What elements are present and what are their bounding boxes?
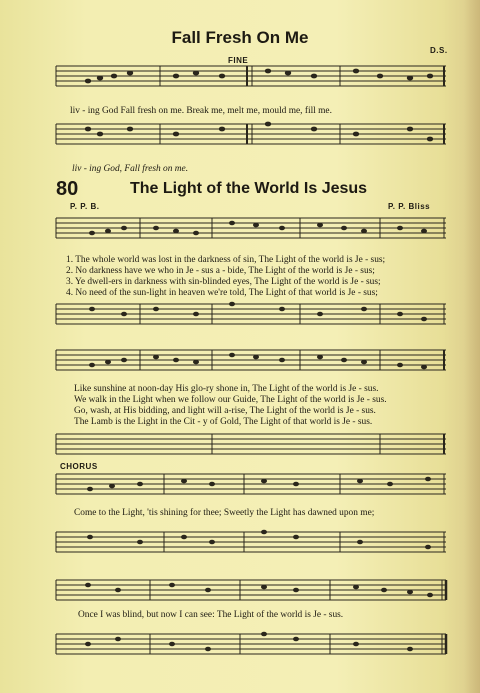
staff-verse-treble-1	[0, 210, 480, 254]
fine-marking: FINE	[228, 56, 249, 65]
staff-treble-1	[0, 56, 480, 102]
verse-3-line-b: Go, wash, at His bidding, and light will a-rise, The Light of the world is Je - sus.	[74, 406, 376, 416]
verse-4-line-b: The Lamb is the Light in the Cit - y of Gold, The Light of that world is Je - sus.	[74, 417, 373, 427]
staff-verse-bass-1	[0, 298, 480, 342]
lyric-hymn1-bass: liv - ing God, Fall fresh on me.	[72, 164, 189, 174]
staff-bass-1	[0, 118, 480, 164]
chorus-lyric-2: Once I was blind, but now I can see: The Light of the world is Je - sus.	[78, 610, 344, 620]
verse-1-line-a: 1. The whole world was lost in the darkness of sin, The Light of the world is Je - sus;	[66, 255, 386, 265]
hymn-title-fall-fresh: Fall Fresh On Me	[171, 28, 309, 47]
verse-2-line-a: 2. No darkness have we who in Je - sus a - bide, The Light of the world is Je - sus;	[66, 266, 375, 276]
verse-4-line-a: 4. No need of the sun-light in heaven we're told, The Light of that world is Je - sus;	[66, 288, 378, 298]
author-initials: P. P. B.	[70, 202, 100, 211]
hymn-number: 80	[56, 178, 79, 200]
ds-marking: D.S.	[430, 46, 448, 55]
staff-verse-treble-2	[0, 344, 480, 384]
staff-chorus-bass-2	[0, 622, 480, 672]
staff-chorus-treble-1	[0, 468, 480, 506]
chorus-label: CHORUS	[60, 462, 98, 471]
verse-2-line-b: We walk in the Light when we follow our Guide, The Light of the world is Je - sus.	[74, 395, 387, 405]
staff-chorus-bass-1	[0, 520, 480, 564]
verse-1-line-b: Like sunshine at noon-day His glo-ry shone in, The Light of the world is Je - sus.	[74, 384, 379, 394]
staff-verse-bass-2	[0, 428, 480, 464]
verse-3-line-a: 3. Ye dwell-ers in darkness with sin-blinded eyes, The Light of the world is Je - sus;	[66, 277, 381, 287]
chorus-lyric-1: Come to the Light, 'tis shining for thee; Sweetly the Light has dawned upon me;	[74, 508, 375, 518]
staff-chorus-treble-2	[0, 570, 480, 610]
composer-credit: P. P. Bliss	[388, 202, 431, 211]
lyric-hymn1-treble: liv - ing God Fall fresh on me. Break me, melt me, mould me, fill me.	[70, 106, 332, 116]
hymn-title-light-of-world: The Light of the World Is Jesus	[130, 180, 368, 197]
